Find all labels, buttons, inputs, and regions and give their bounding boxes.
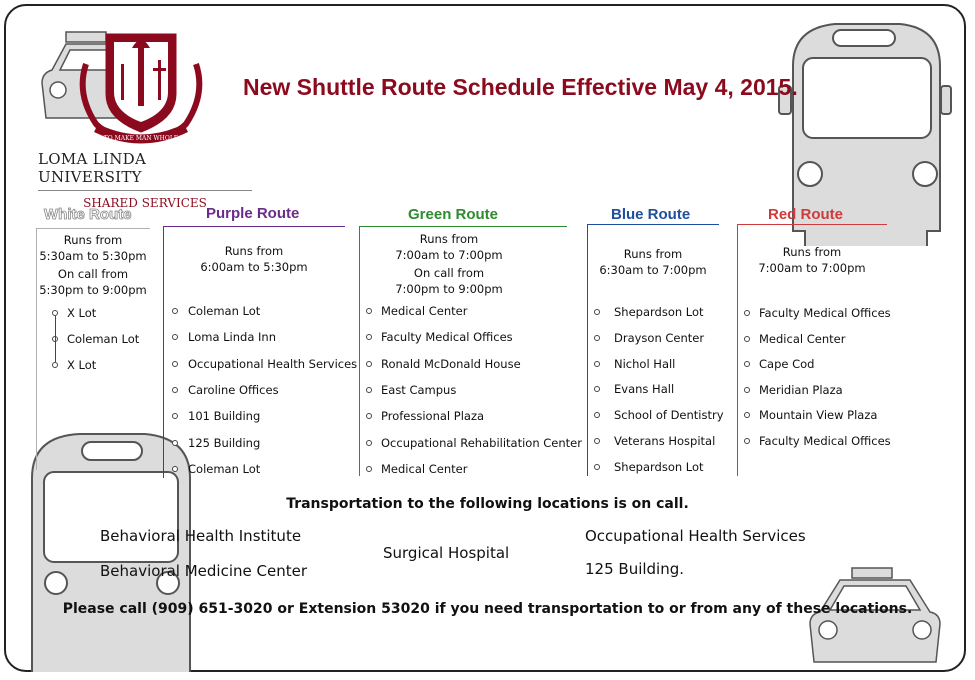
route-hours-line: 7:00am to 7:00pm [758,261,866,275]
stop-marker-icon [594,464,600,470]
route-stop-label: Occupational Rehabilitation Center [381,435,582,450]
route-stop-label: Evans Hall [614,382,675,397]
stop-marker-icon [594,335,600,341]
route-stop-label: Faculty Medical Offices [759,306,891,320]
on-call-location: Behavioral Health Institute [100,527,302,545]
route-stop-label: Nichol Hall [614,356,676,371]
route-hours-line: 6:00am to 5:30pm [200,260,308,274]
route-hours-line: 5:30pm to 9:00pm [39,283,147,297]
route-hours-line: Runs from [782,245,842,259]
route-stop-label: Caroline Offices [188,382,279,397]
brand-divider [38,190,252,191]
on-call-location: 125 Building. [585,560,685,578]
route-divider [737,224,887,225]
route-title-red: Red Route [768,206,843,223]
route-stop-label: X Lot [67,358,97,372]
route-hours-line: Runs from [419,232,479,246]
route-hours-line: 7:00am to 7:00pm [395,248,503,262]
route-stop-label: Occupational Health Services [188,356,358,371]
route-hours-line: 7:00pm to 9:00pm [395,282,503,296]
on-call-location: Surgical Hospital [383,544,510,562]
stop-marker-icon [594,438,600,444]
route-stop-label: 101 Building [188,409,261,424]
route-hours [737,244,887,276]
stop-marker-icon [366,361,372,367]
taxi-icon [800,566,950,670]
bus-icon [20,428,200,672]
route-hours [359,231,539,297]
stop-marker-icon [594,361,600,367]
route-stop-label: Faculty Medical Offices [759,433,891,448]
on-call-location: Occupational Health Services [585,527,806,545]
stop-marker-icon [744,438,750,444]
stop-marker-icon [744,387,750,393]
stop-marker-icon [594,309,600,315]
route-stop-label: Coleman Lot [188,461,261,476]
stop-marker-icon [172,387,178,393]
stop-marker-icon [172,361,178,367]
route-stop-label: Veterans Hospital [614,434,716,448]
route-divider [163,226,345,227]
route-hours-line: On call from [413,266,485,280]
stop-marker-icon [744,361,750,367]
stop-marker-icon [172,466,178,472]
route-stop-label: Mountain View Plaza [759,408,878,422]
route-stop-label: Medical Center [381,461,468,476]
route-divider [36,228,150,229]
route-hours [163,243,345,275]
route-title-white: White Route [44,206,132,223]
route-stop-label: 125 Building [188,435,261,450]
route-stop-label: East Campus [381,382,457,397]
on-call-heading: Transportation to the following locations is on call. [286,496,689,512]
route-stop-label: Coleman Lot [67,332,140,346]
university-name: LOMA LINDA UNIVERSITY [38,150,147,186]
stop-marker-icon [366,466,372,472]
university-brand [38,150,252,210]
route-stop-label: Meridian Plaza [759,382,843,397]
stop-marker-icon [366,387,372,393]
route-stop-label: Shepardson Lot [614,459,704,474]
route-title-green: Green Route [408,206,499,223]
route-hours-line: Runs from [63,233,123,247]
route-stop-label: Drayson Center [614,330,705,345]
stop-marker-icon [366,440,372,446]
route-divider [587,224,719,225]
route-hours-line: Runs from [623,247,683,261]
department-name: SHARED SERVICES [83,196,207,210]
route-title-purple: Purple Route [206,205,300,222]
route-path-line [55,316,56,362]
route-stop-label: X Lot [67,306,97,320]
route-stop-label: Medical Center [381,304,468,318]
stop-marker-icon [744,412,750,418]
on-call-location: Behavioral Medicine Center [100,562,307,580]
stop-marker-icon [52,362,58,368]
route-hours [36,232,150,298]
route-hours [587,246,719,278]
route-stop-label: Coleman Lot [188,304,261,318]
route-stop-label: Ronald McDonald House [381,356,521,371]
route-stop-label: Faculty Medical Offices [381,330,513,345]
stop-marker-icon [366,308,372,314]
stop-marker-icon [744,310,750,316]
stop-marker-icon [744,336,750,342]
route-stop-label: Shepardson Lot [614,305,704,319]
route-title-blue: Blue Route [611,206,691,223]
svg-text:TO MAKE MAN WHOLE: TO MAKE MAN WHOLE [103,135,179,142]
route-stop-label: Cape Cod [759,357,815,371]
university-seal-icon [66,24,216,148]
route-hours-line: On call from [57,267,129,281]
page-title: New Shuttle Route Schedule Effective May 4, 2015. [243,74,798,100]
stop-marker-icon [172,308,178,314]
route-hours-line: 6:30am to 7:00pm [599,263,707,277]
route-stop-label: Medical Center [759,331,846,346]
route-hours-line: Runs from [224,244,284,258]
route-stop-label: School of Dentistry [614,408,724,423]
route-hours-line: 5:30am to 5:30pm [39,249,147,263]
contact-footer: Please call (909) 651-3020 or Extension 53020 if you need transportation to or from any of these locations. [62,601,913,617]
route-stop-label: Loma Linda Inn [188,330,277,345]
route-divider [359,226,567,227]
route-stop-label: Professional Plaza [381,409,485,424]
stop-marker-icon [172,440,178,446]
